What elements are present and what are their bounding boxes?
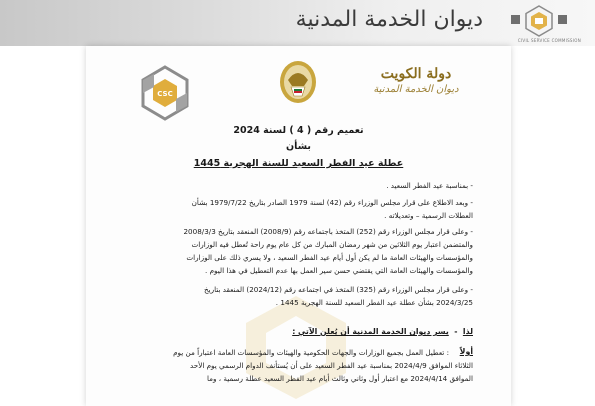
paragraph-1 <box>125 179 473 192</box>
kuwait-emblem-icon <box>278 58 318 108</box>
first-item-label-row <box>460 347 473 356</box>
paragraph-line: والمتضمن اعتبار يوم الثلاثين من شهر رمضان المبارك من كل عام يوم راحة تُعطل فيه الوزارات <box>191 240 473 249</box>
document-heading: تعميم رقم ( 4 ) لسنة 2024 <box>233 125 364 136</box>
resolution-label: لذا <box>462 327 473 336</box>
org-name: ديوان الخدمة المدنية <box>373 84 459 95</box>
csc-logo-icon <box>497 4 581 42</box>
letterhead-title <box>361 66 471 95</box>
first-item-label: أولاً <box>459 347 473 356</box>
paragraph-line: - وعلى قرار مجلس الوزراء رقم (325) المتخذ في اجتماعه رقم (2024/12) المنعقد بتاريخ <box>203 285 473 294</box>
paragraph-line: العطلات الرسمية – وتعديلاته . <box>384 211 473 220</box>
first-item-continuation <box>125 359 473 385</box>
paragraph-line: - بمناسبة عيد الفطر السعيد . <box>386 181 473 190</box>
paragraph-line: : تعطيل العمل بجميع الوزارات والجهات الحكومية والهيئات والمؤسسات العامة اعتباراً من يوم <box>173 348 449 357</box>
resolution-text: يسر ديوان الخدمة المدنية أن يُعلن الآتي : <box>292 327 449 336</box>
header-banner <box>0 0 595 46</box>
paragraph-2 <box>125 196 473 222</box>
paragraph-line: - وبعد الاطلاع على قرار مجلس الوزراء رقم (42) لسنة 1979 الصادر بتاريخ 1979/7/22 بشأن <box>191 198 473 207</box>
paragraph-line: 2024/3/25 بشأن عطلة عيد الفطر السعيد للسنة الهجرية 1445 . <box>275 298 473 307</box>
paragraph-line: الثلاثاء الموافق 2024/4/9 بمناسبة عيد الفطر السعيد على أن يُستأنف الدوام الرسمي يوم الأحد <box>190 361 473 370</box>
state-name: دولة الكويت <box>380 66 452 82</box>
resolution-heading: لذا - يسر ديوان الخدمة المدنية أن يُعلن الآتي : <box>292 327 473 336</box>
paragraph-line: الموافق 2024/4/14 مع اعتبار أول وثاني وثالث أيام عيد الفطر السعيد عطلة رسمية ، وما <box>206 374 473 383</box>
csc-logo-text: CSC <box>157 90 173 98</box>
paragraph-4 <box>125 283 473 309</box>
first-item-text <box>125 346 449 359</box>
document-page <box>86 46 511 406</box>
paragraph-line: والمؤسسات والهيئات العامة التي يقتضي حسن سير العمل بها عدم التعطيل في هذا اليوم . <box>205 266 473 275</box>
document-subject-text: عطلة عيد الفطر السعيد للسنة الهجرية 1445 <box>193 158 404 169</box>
csc-doc-logo-icon <box>136 64 194 122</box>
banner-title: ديوان الخدمة المدنية <box>295 7 483 32</box>
paragraph-line: - وعلى قرار مجلس الوزراء رقم (252) المتخذ باجتماعه رقم (2008/9) المنعقد بتاريخ 2008/3/3 <box>183 227 473 236</box>
paragraph-3 <box>125 225 473 277</box>
banner-logo-caption: CIVIL SERVICE COMMISSION <box>517 38 581 43</box>
document-subject <box>86 158 511 169</box>
paragraph-line: والمؤسسات والهيئات العامة ما لم يكن أول أيام عيد الفطر السعيد ، ولا يسري ذلك على الوزارات <box>186 253 473 262</box>
document-regarding-label: بشأن <box>286 141 311 152</box>
